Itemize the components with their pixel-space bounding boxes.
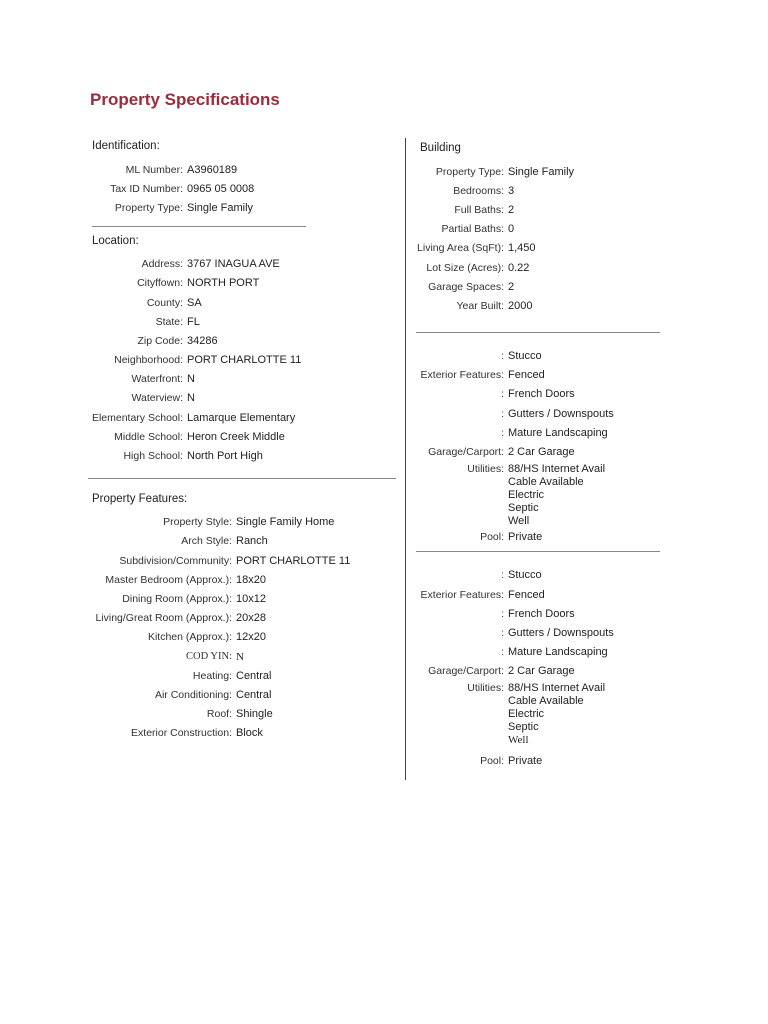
spec-row	[416, 528, 660, 547]
utilities-label: Utilities:	[467, 681, 504, 694]
spec-row	[416, 277, 660, 296]
spec-label: Roof:	[206, 708, 232, 721]
column-divider	[405, 138, 406, 780]
spec-label: High School:	[123, 450, 183, 463]
spec-label: Master Bedroom (Approx.):	[105, 573, 232, 586]
spec-value: Mature Landscaping	[508, 646, 608, 659]
spec-row	[88, 685, 400, 704]
spec-row	[416, 385, 660, 404]
spec-label: Waterview:	[131, 392, 183, 405]
utilities-row	[416, 681, 660, 747]
spec-row	[88, 427, 400, 446]
building-section	[416, 162, 660, 316]
spec-label: :	[501, 607, 504, 620]
utilities-label: Utilities:	[467, 462, 504, 475]
spec-value: 2 Car Garage	[508, 665, 575, 678]
spec-label: State:	[155, 315, 183, 328]
pool-value: Private	[508, 754, 543, 767]
spec-value: Central	[236, 688, 272, 701]
spec-row	[88, 705, 400, 724]
spec-value: Lamarque Elementary	[187, 411, 296, 424]
spec-value: Gutters / Downspouts	[508, 626, 614, 639]
spec-label: Property Style:	[163, 516, 232, 529]
spec-label: Exterior Features:	[420, 588, 504, 601]
spec-label: ML Number:	[125, 163, 183, 176]
utility-value: Well	[508, 733, 529, 746]
spec-value: N	[187, 373, 195, 386]
spec-row	[416, 162, 660, 181]
exterior-section-2	[416, 566, 660, 770]
spec-row	[416, 442, 660, 461]
spec-label: Arch Style:	[181, 535, 232, 548]
spec-value: Heron Creek Middle	[187, 430, 285, 443]
spec-value: Fenced	[508, 369, 545, 382]
section-divider	[416, 332, 660, 333]
spec-value: Single Family	[187, 201, 254, 214]
spec-value: 0965 05 0008	[187, 182, 255, 195]
spec-row	[416, 366, 660, 385]
spec-label: Elementary School:	[91, 411, 183, 424]
spec-value: N	[236, 650, 244, 663]
utility-value: Septic	[508, 720, 539, 733]
spec-label: :	[501, 569, 504, 582]
spec-label: Lot Size (Acres):	[426, 261, 504, 274]
spec-label: County:	[146, 296, 183, 309]
section-divider	[88, 478, 396, 479]
spec-label: Dining Room (Approx.):	[122, 592, 232, 605]
identification-section	[88, 160, 400, 218]
spec-row	[88, 666, 400, 685]
spec-value: 20x28	[236, 612, 266, 625]
spec-value: N	[187, 392, 195, 405]
spec-row	[416, 404, 660, 423]
utility-value: Electric	[508, 707, 545, 720]
spec-row	[88, 293, 400, 312]
building-title: Building	[420, 142, 461, 154]
utilities-row	[416, 462, 660, 528]
spec-label: Address:	[141, 258, 183, 271]
utility-value: Septic	[508, 501, 539, 514]
spec-value: 2	[508, 203, 515, 216]
spec-value: PORT CHARLOTTE 11	[187, 354, 302, 367]
spec-label: Zip Code:	[137, 334, 183, 347]
spec-value: FL	[187, 315, 200, 328]
spec-value: 10x12	[236, 592, 266, 605]
utility-value: Cable Available	[508, 475, 584, 488]
spec-label: Subdivision/Community:	[119, 554, 232, 567]
spec-label: Tax ID Number:	[110, 182, 183, 195]
spec-label: Property Type:	[435, 165, 504, 178]
spec-row	[88, 389, 400, 408]
pool-label: Pool:	[480, 754, 504, 767]
spec-value: Single Family Home	[236, 516, 335, 529]
spec-value: 12x20	[236, 631, 266, 644]
identification-title: Identification:	[92, 140, 160, 152]
exterior-section-1	[416, 347, 660, 547]
spec-value: North Port High	[187, 450, 263, 463]
spec-row	[88, 274, 400, 293]
spec-label: :	[501, 646, 504, 659]
pool-value: Private	[508, 531, 543, 544]
location-title: Location:	[92, 234, 139, 247]
spec-value: Central	[236, 669, 272, 682]
spec-label: Garage/Carport:	[428, 665, 504, 678]
spec-row	[416, 200, 660, 219]
spec-value: 0	[508, 223, 515, 236]
page-title: Property Specifications	[90, 90, 280, 109]
spec-row	[416, 258, 660, 277]
spec-label: :	[501, 388, 504, 401]
spec-value: 34286	[187, 334, 218, 347]
spec-label: :	[501, 350, 504, 363]
spec-row	[88, 513, 400, 532]
spec-row	[88, 647, 400, 666]
spec-value: SA	[187, 296, 202, 309]
spec-row	[88, 351, 400, 370]
spec-label: :	[501, 426, 504, 439]
utility-value: Well	[508, 514, 530, 527]
spec-value: Gutters / Downspouts	[508, 407, 614, 420]
utility-value: Cable Available	[508, 694, 584, 707]
spec-value: French Doors	[508, 607, 575, 620]
spec-label: :	[501, 626, 504, 639]
spec-row	[416, 751, 660, 770]
spec-row	[88, 724, 400, 743]
utility-value: 88/HS Internet Avail	[508, 681, 606, 694]
spec-value: 2	[508, 280, 515, 293]
spec-value: Shingle	[236, 708, 273, 721]
spec-value: Mature Landscaping	[508, 426, 608, 439]
spec-row	[416, 296, 660, 315]
spec-value: 3	[508, 184, 515, 197]
spec-label: Living Area (SqFt):	[417, 242, 504, 255]
spec-row	[88, 628, 400, 647]
spec-row	[88, 160, 400, 179]
spec-value: Stucco	[508, 350, 542, 363]
utilities-values	[508, 462, 605, 528]
spec-row	[88, 551, 400, 570]
spec-row	[88, 570, 400, 589]
spec-row	[416, 643, 660, 662]
spec-row	[88, 198, 400, 217]
spec-label: Garage Spaces:	[428, 280, 504, 293]
spec-row	[416, 239, 660, 258]
left-column	[88, 140, 400, 743]
features-title: Property Features:	[92, 492, 188, 505]
spec-label: Neighborhood:	[114, 354, 183, 367]
features-section	[88, 513, 400, 743]
spec-row	[416, 181, 660, 200]
section-divider	[92, 226, 306, 227]
spec-row	[88, 408, 400, 427]
spec-value: A3960189	[187, 163, 238, 176]
spec-label: Full Baths:	[454, 203, 504, 216]
spec-label: Exterior Construction:	[131, 727, 232, 740]
utility-value: Electric	[508, 488, 545, 501]
spec-row	[416, 347, 660, 366]
spec-row	[88, 331, 400, 350]
spec-value: Fenced	[508, 588, 545, 601]
spec-label: Property Type:	[114, 201, 183, 214]
utility-value: 88/HS Internet Avail	[508, 462, 606, 475]
spec-label: Middle School:	[114, 430, 183, 443]
spec-row	[416, 220, 660, 239]
spec-label: Garage/Carport:	[428, 446, 504, 459]
spec-row	[88, 609, 400, 628]
spec-value: Ranch	[236, 535, 268, 548]
spec-row	[416, 623, 660, 642]
spec-label: Waterfront:	[131, 373, 183, 386]
spec-label: Cityffown:	[137, 277, 183, 290]
spec-value: Single Family	[508, 165, 575, 178]
spec-value: 1,450	[508, 242, 536, 255]
pool-label: Pool:	[480, 531, 504, 544]
spec-row	[88, 312, 400, 331]
spec-row	[88, 255, 400, 274]
utilities-values	[508, 681, 605, 747]
spec-row	[88, 446, 400, 465]
spec-label: Air Conditioning:	[154, 688, 232, 701]
spec-label: Heating:	[192, 669, 232, 682]
spec-row	[416, 604, 660, 623]
section-divider	[416, 551, 660, 552]
spec-label: Year Built:	[456, 299, 504, 312]
spec-value: 0.22	[508, 261, 530, 274]
spec-label: :	[501, 407, 504, 420]
spec-row	[416, 662, 660, 681]
spec-row	[416, 585, 660, 604]
spec-label: Kitchen (Approx.):	[147, 631, 232, 644]
spec-row	[416, 423, 660, 442]
location-section	[88, 255, 400, 466]
spec-value: French Doors	[508, 388, 575, 401]
spec-value: 2000	[508, 299, 533, 312]
spec-row	[416, 566, 660, 585]
spec-row	[88, 370, 400, 389]
spec-label: Bedrooms:	[453, 184, 504, 197]
spec-value: 2 Car Garage	[508, 446, 575, 459]
spec-label: COD YIN:	[186, 651, 232, 663]
spec-value: PORT CHARLOTTE 11	[236, 554, 351, 567]
spec-label: Exterior Features:	[420, 369, 504, 382]
spec-value: 18x20	[236, 573, 266, 586]
spec-label: Partial Baths:	[441, 223, 504, 236]
spec-value: Stucco	[508, 569, 542, 582]
spec-value: Block	[236, 727, 263, 740]
spec-value: 3767 INAGUA AVE	[187, 258, 280, 271]
spec-value: NORTH PORT	[187, 277, 260, 290]
spec-row	[88, 589, 400, 608]
spec-label: Living/Great Room (Approx.):	[95, 612, 232, 625]
spec-row	[88, 179, 400, 198]
right-column	[416, 142, 660, 770]
spec-row	[88, 532, 400, 551]
